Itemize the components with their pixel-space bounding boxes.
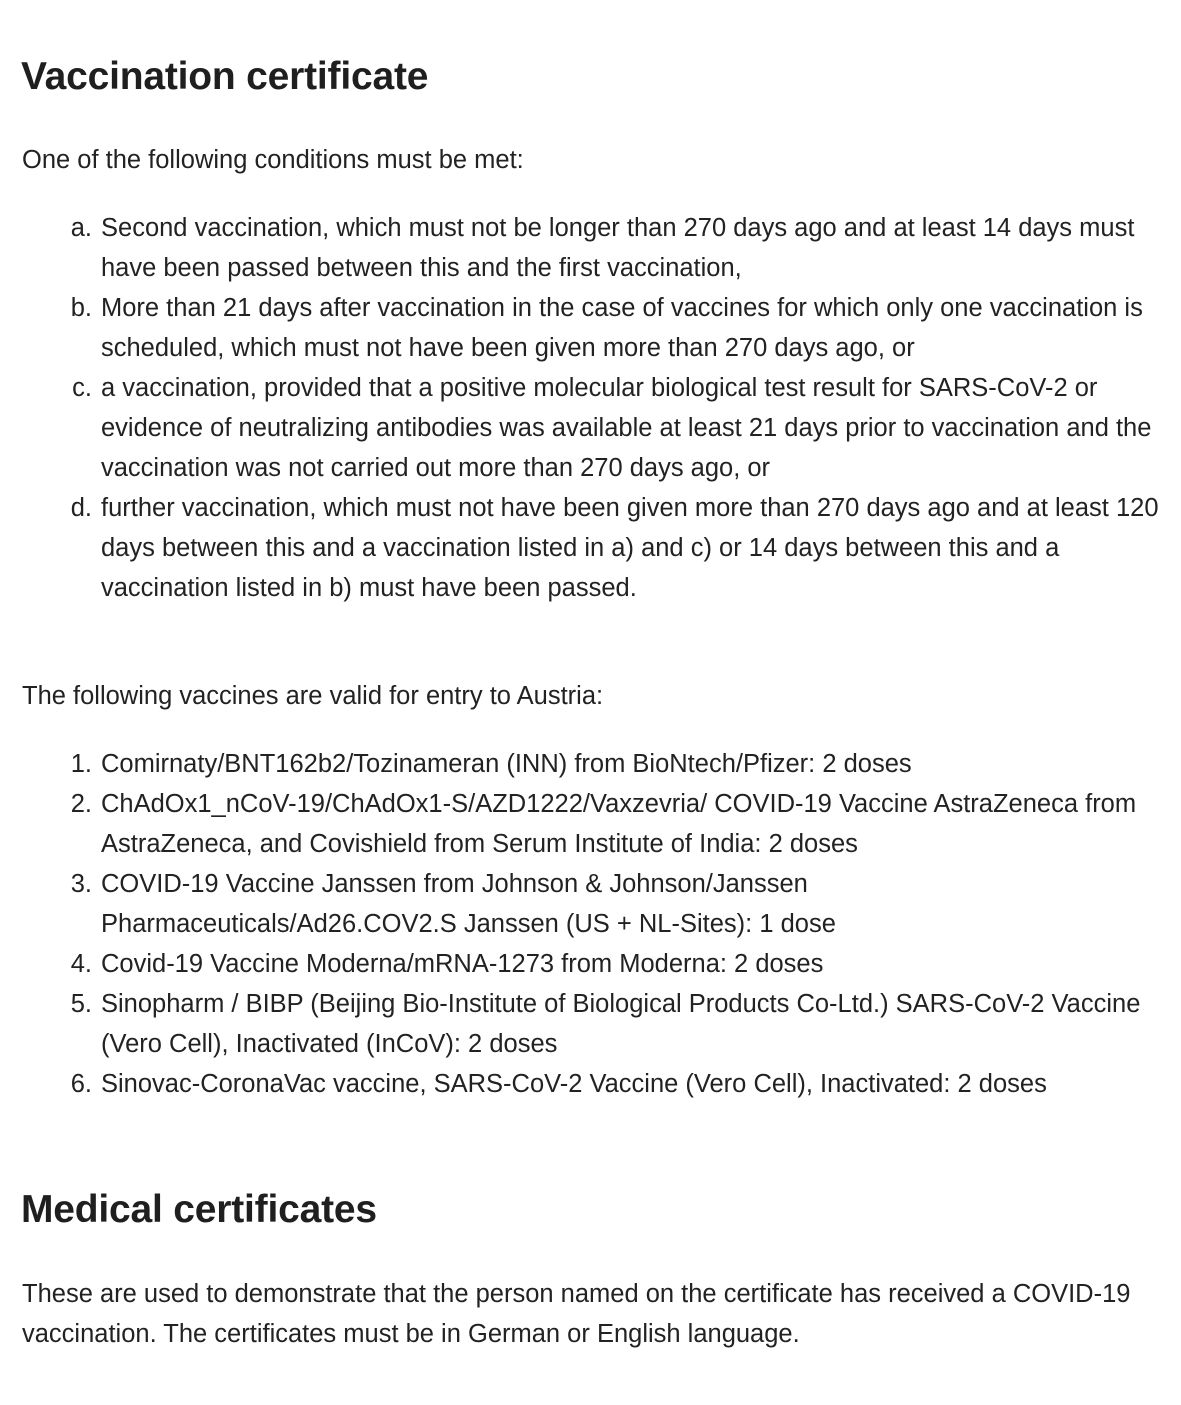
list-marker: 3.	[70, 870, 92, 898]
vaccines-intro: The following vaccines are valid for entry to Austria:	[22, 682, 604, 710]
conditions-intro: One of the following conditions must be met:	[22, 146, 524, 174]
condition-item	[22, 368, 1162, 488]
vaccine-item	[22, 744, 1162, 784]
list-marker: 1.	[70, 750, 92, 778]
list-marker: b.	[70, 294, 92, 322]
medical-certificates-text: These are used to demonstrate that the person named on the certificate has received a COVID-19 vaccination. The certificates must be in German or English language.	[22, 1280, 1131, 1348]
vaccine-item	[22, 864, 1162, 944]
vaccine-text: Covid-19 Vaccine Moderna/mRNA-1273 from Moderna: 2 doses	[101, 950, 824, 978]
list-marker: 4.	[70, 950, 92, 978]
condition-item	[22, 488, 1162, 608]
list-marker: 6.	[70, 1070, 92, 1098]
list-marker: a.	[70, 214, 92, 242]
vaccine-item	[22, 984, 1162, 1064]
vaccine-text: Sinovac-CoronaVac vaccine, SARS-CoV-2 Vaccine (Vero Cell), Inactivated: 2 doses	[101, 1070, 1047, 1098]
conditions-list	[22, 208, 1162, 608]
list-marker: c.	[72, 374, 92, 402]
list-marker: d.	[70, 494, 92, 522]
vaccines-list	[22, 744, 1162, 1104]
vaccine-item	[22, 784, 1162, 864]
section-title-vaccination-certificate: Vaccination certificate	[21, 55, 429, 98]
vaccine-text: ChAdOx1_nCoV-19/ChAdOx1-S/AZD1222/Vaxzevria/ COVID-19 Vaccine AstraZeneca from AstraZeneca, and Covishield from Serum Institute of India: 2 doses	[101, 790, 1137, 858]
condition-item	[22, 288, 1162, 368]
condition-text: More than 21 days after vaccination in the case of vaccines for which only one vaccination is scheduled, which must not have been given more than 270 days ago, or	[101, 294, 1143, 362]
vaccine-text: Sinopharm / BIBP (Beijing Bio-Institute of Biological Products Co-Ltd.) SARS-CoV-2 Vaccine (Vero Cell), Inactivated (InCoV): 2 doses	[101, 990, 1141, 1058]
condition-text: further vaccination, which must not have been given more than 270 days ago and at least 120 days between this and a vaccination listed in a) and c) or 14 days between this and a vaccination listed in b) must have been passed.	[101, 494, 1159, 602]
section-title-medical-certificates: Medical certificates	[21, 1188, 377, 1231]
vaccine-text: Comirnaty/BNT162b2/Tozinameran (INN) from BioNtech/Pfizer: 2 doses	[101, 750, 912, 778]
condition-item	[22, 208, 1162, 288]
vaccine-item	[22, 1064, 1162, 1104]
vaccine-item	[22, 944, 1162, 984]
condition-text: Second vaccination, which must not be longer than 270 days ago and at least 14 days must have been passed between this and the first vaccination,	[101, 214, 1135, 282]
list-marker: 2.	[70, 790, 92, 818]
vaccine-text: COVID-19 Vaccine Janssen from Johnson & Johnson/Janssen Pharmaceuticals/Ad26.COV2.S Janssen (US + NL-Sites): 1 dose	[101, 870, 836, 938]
list-marker: 5.	[70, 990, 92, 1018]
condition-text: a vaccination, provided that a positive molecular biological test result for SARS-CoV-2 or evidence of neutralizing antibodies was available at least 21 days prior to vaccination and the vaccination was not carried out more than 270 days ago, or	[101, 374, 1152, 482]
